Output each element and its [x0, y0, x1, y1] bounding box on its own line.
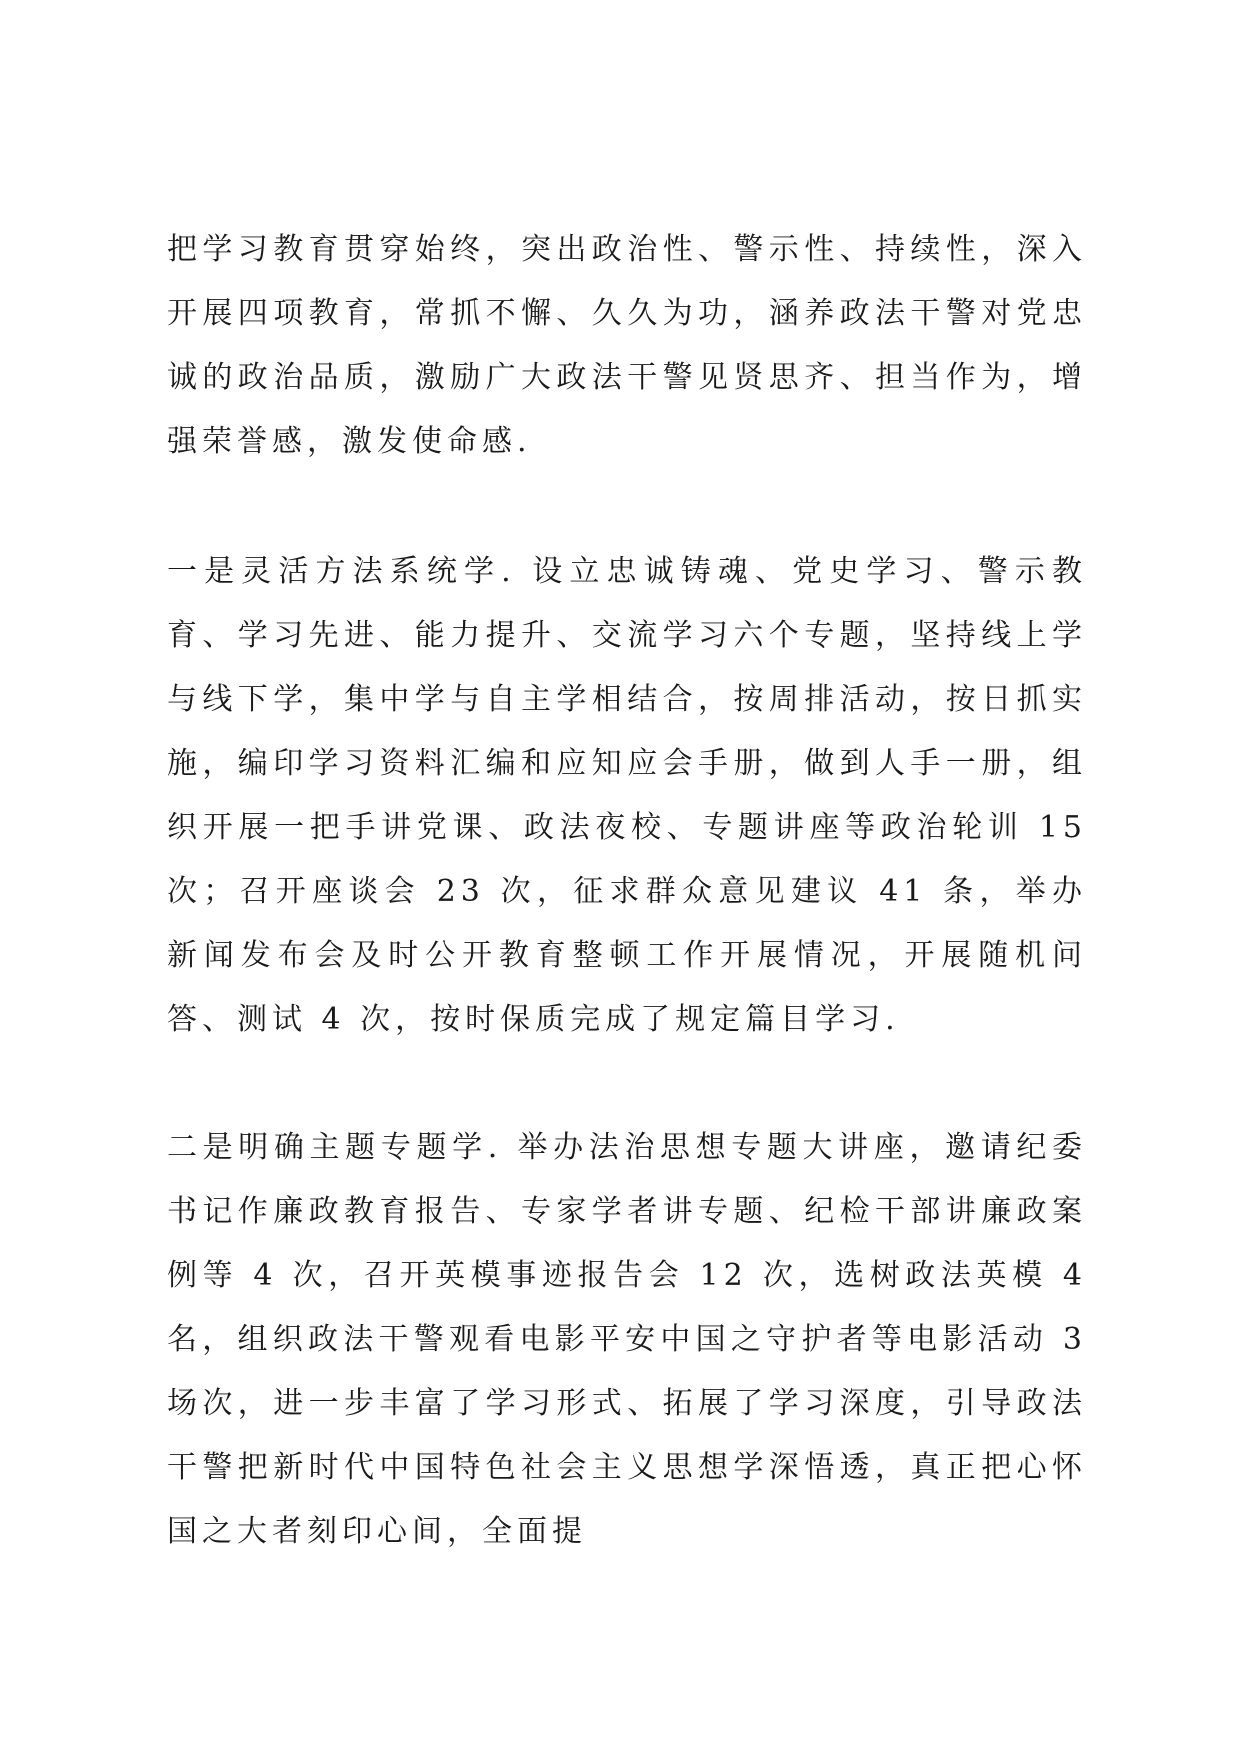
paragraph-point-two: 二是明确主题专题学. 举办法治思想专题大讲座，邀请纪委书记作廉政教育报告、专家学者讲专题、纪检干部讲廉政案例等 4 次，召开英模事迹报告会 12 次，选树政法英模 4 名，组织政法干警观看电影平安中国之守护者等电影活动 3 场次，进一步丰富了学习形式、拓展了学习深度，引导政法干警把新时代中国特色社会主义思想学深悟透，真正把心怀国之大者刻印心间，全面提 — [167, 1130, 1087, 1549]
paragraph-point-one: 一是灵活方法系统学. 设立忠诚铸魂、党史学习、警示教育、学习先进、能力提升、交流学习六个专题，坚持线上学与线下学，集中学与自主学相结合，按周排活动，按日抓实施，编印学习资料汇编和应知应会手册，做到人手一册，组织开展一把手讲党课、政法夜校、专题讲座等政治轮训 15 次；召开座谈会 23 次，征求群众意见建议 41 条，举办新闻发布会及时公开教育整顿工作开展情况，开展随机问答、测试 4 次，按时保质完成了规定篇目学习. — [167, 554, 1087, 1037]
paragraph-intro: 把学习教育贯穿始终，突出政治性、警示性、持续性，深入开展四项教育，常抓不懈、久久为功，涵养政法干警对党忠诚的政治品质，激励广大政法干警见贤思齐、担当作为，增强荣誉感，激发使命感. — [167, 232, 1087, 459]
